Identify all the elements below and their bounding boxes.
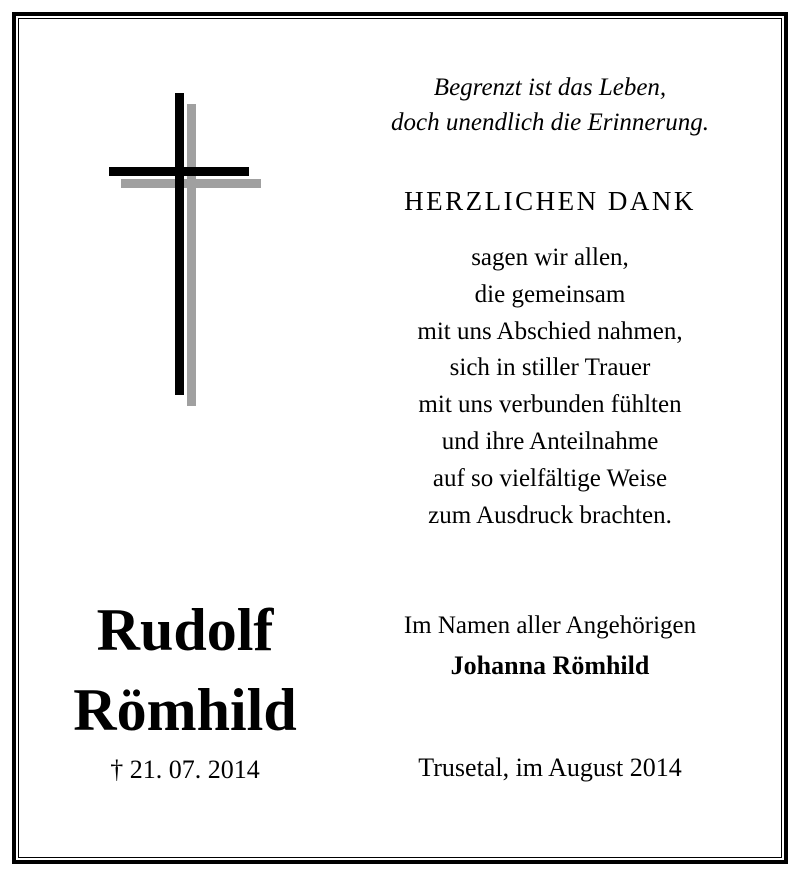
thanks-line: sagen wir allen, — [471, 244, 629, 271]
quote-line: Begrenzt ist das Leben, — [433, 74, 667, 101]
place-and-date: Trusetal, im August 2014 — [418, 753, 682, 782]
cross-vertical — [175, 93, 184, 395]
quote-line: doch unendlich die Erinnerung. — [391, 109, 709, 136]
thanks-line: sich in stiller Trauer — [449, 354, 651, 382]
deceased-last-name: Römhild — [73, 677, 297, 743]
memorial-quote — [330, 70, 770, 140]
signoff-name: Johanna Römhild — [450, 651, 650, 680]
thanks-line: auf so vielfältige Weise — [432, 464, 668, 492]
thanks-message — [330, 240, 770, 534]
thanks-line: zum Ausdruck brachten. — [428, 501, 672, 529]
thanks-line: mit uns verbunden fühlten — [418, 391, 682, 419]
thanks-line: die gemeinsam — [474, 280, 626, 308]
cross-horizontal — [109, 167, 249, 176]
signoff-text: Im Namen aller Angehörigen — [403, 612, 697, 639]
thanks-heading: HERZLICHEN DANK — [404, 186, 696, 216]
thanks-line: und ihre Anteilnahme — [441, 427, 659, 455]
death-date: † 21. 07. 2014 — [110, 755, 260, 784]
thanks-line: mit uns Abschied nahmen, — [417, 317, 683, 345]
deceased-first-name: Rudolf — [96, 597, 274, 663]
cross-shadow-vertical — [187, 104, 196, 406]
cross-shadow-horizontal — [121, 179, 261, 188]
